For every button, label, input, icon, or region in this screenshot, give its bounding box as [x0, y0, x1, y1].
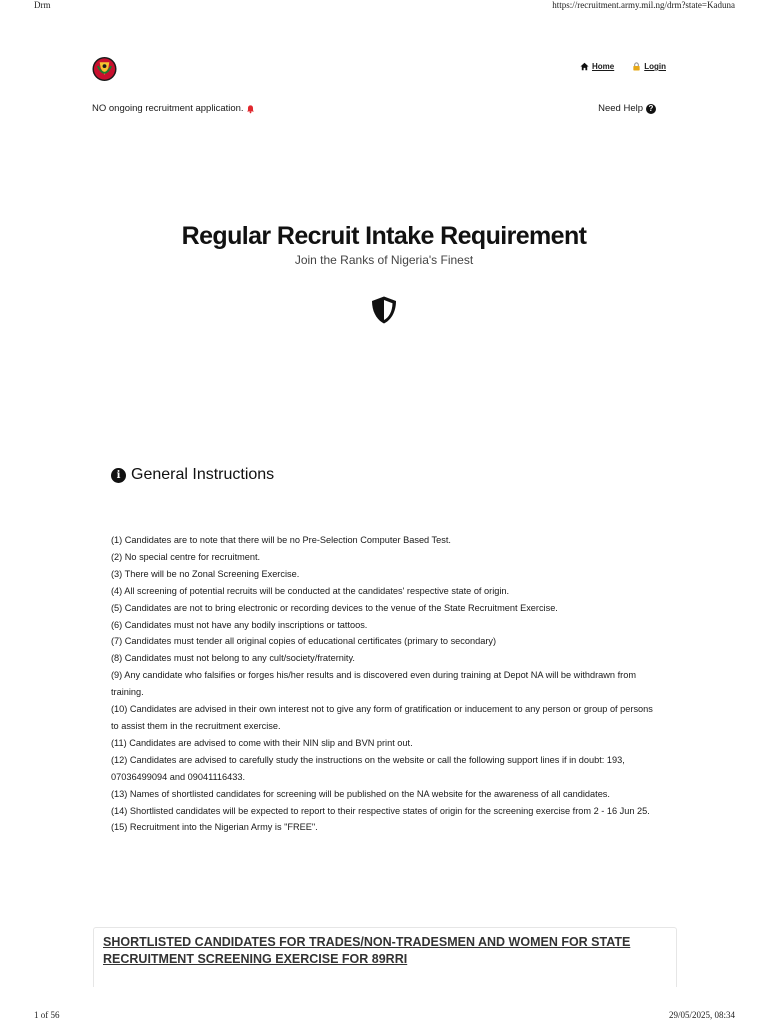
print-url: https://recruitment.army.mil.ng/drm?state=Kaduna	[552, 0, 735, 10]
shortlist-link[interactable]: SHORTLISTED CANDIDATES FOR TRADES/NON-TRADESMEN AND WOMEN FOR STATE RECRUITMENT SCREENING EXERCISE FOR 89RRI	[103, 935, 631, 966]
login-link[interactable]	[632, 62, 666, 71]
instruction-item: (3) There will be no Zonal Screening Exercise.	[111, 568, 300, 579]
instruction-item: (12) Candidates are advised to carefully study the instructions on the website or call the following support lines if in doubt: 193, 07036499094 and 09041116433.	[111, 754, 625, 782]
print-header	[0, 0, 768, 14]
need-help-link[interactable]	[598, 103, 656, 114]
instruction-item: (7) Candidates must tender all original copies of educational certificates (primary to secondary)	[111, 636, 497, 647]
instruction-item: (1) Candidates are to note that there will be no Pre-Selection Computer Based Test.	[111, 535, 451, 545]
instruction-item: (8) Candidates must not belong to any cult/society/fraternity.	[111, 653, 355, 664]
instruction-item: (14) Shortlisted candidates will be expected to report to their respective states of origin for the screening exercise from 2 - 16 Jun 25.	[111, 805, 650, 816]
instruction-item: (15) Recruitment into the Nigerian Army is "FREE".	[111, 822, 318, 833]
info-icon: i	[111, 468, 126, 483]
top-nav	[580, 62, 666, 71]
instruction-list	[111, 532, 661, 836]
instruction-item: (9) Any candidate who falsifies or forges his/her results and is discovered even during training at Depot NA will be withdrawn from training.	[111, 670, 636, 698]
army-logo-icon[interactable]	[92, 56, 117, 82]
instruction-item: (11) Candidates are advised to come with their NIN slip and BVN print out.	[111, 737, 413, 748]
instruction-item: (2) No special centre for recruitment.	[111, 551, 261, 562]
shortlist-card	[93, 927, 677, 987]
shield-icon	[370, 295, 398, 325]
recruitment-notice	[92, 103, 255, 114]
instruction-item: (4) All screening of potential recruits will be conducted at the candidates' respective state of origin.	[111, 585, 510, 596]
lock-icon	[632, 62, 641, 71]
home-link[interactable]	[580, 62, 614, 71]
instruction-item: (10) Candidates are advised in their own interest not to give any form of gratification or inducement to any person or group of persons to assist them in the recruitment exercise.	[111, 704, 653, 731]
home-label: Home	[591, 62, 615, 71]
page-counter: 1 of 56	[34, 1010, 60, 1020]
print-timestamp: 29/05/2025, 08:34	[668, 1010, 735, 1020]
general-instructions-title: General Instructions	[131, 466, 275, 483]
instruction-item: (6) Candidates must not have any bodily inscriptions or tattoos.	[111, 619, 368, 630]
page-subtitle: Join the Ranks of Nigeria's Finest	[294, 253, 474, 267]
bell-icon	[246, 104, 255, 114]
help-icon: ?	[646, 104, 656, 114]
print-footer	[0, 1010, 768, 1024]
general-instructions-heading	[111, 466, 274, 484]
login-label: Login	[644, 62, 666, 71]
notice-text: NO ongoing recruitment application.	[92, 103, 244, 114]
instruction-item: (13) Names of shortlisted candidates for screening will be published on the NA website for the awareness of all candidates.	[111, 788, 610, 799]
home-icon	[580, 62, 589, 71]
instruction-item: (5) Candidates are not to bring electronic or recording devices to the venue of the State Recruitment Exercise.	[111, 602, 558, 613]
print-title: Drm	[34, 0, 51, 10]
page-title: Regular Recruit Intake Requirement	[181, 222, 587, 250]
help-label: Need Help	[598, 103, 643, 114]
